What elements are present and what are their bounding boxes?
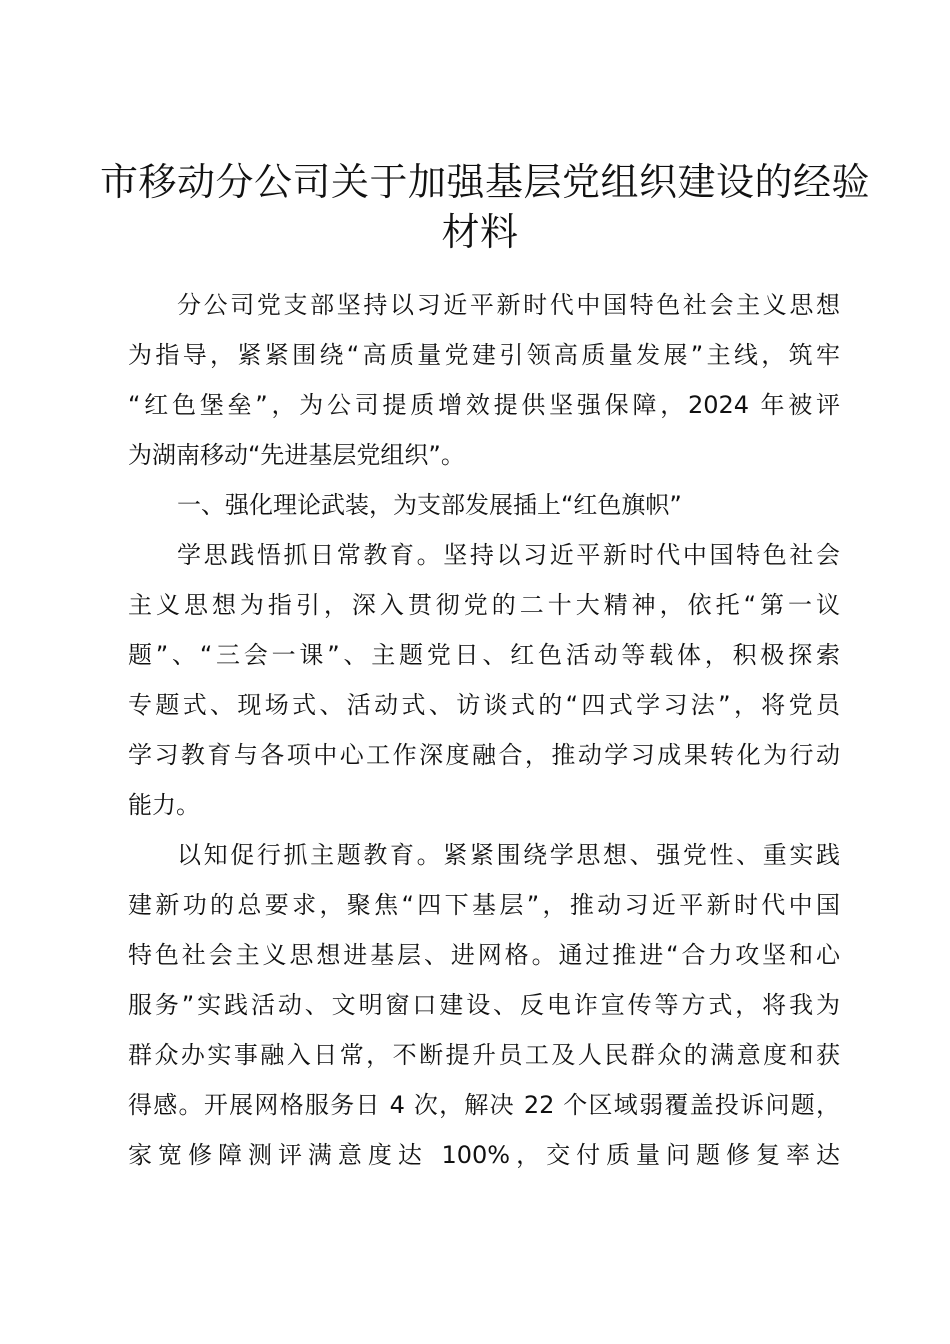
paragraph-3-line-5: 群众办实事融入日常，不断提升员工及人民群众的满意度和获 — [128, 1041, 840, 1069]
paragraph-3-line-2: 建新功的总要求，聚焦“四下基层”，推动习近平新时代中国 — [128, 891, 840, 919]
paragraph-2-line-3: 题”、“三会一课”、主题党日、红色活动等载体，积极探索 — [128, 641, 840, 669]
paragraph-2-line-5: 学习教育与各项中心工作深度融合，推动学习成果转化为行动 — [128, 741, 840, 769]
paragraph-3-line-7: 家宽修障测评满意度达 100%，交付质量问题修复率达 — [128, 1141, 840, 1169]
paragraph-1-line-1: 分公司党支部坚持以习近平新时代中国特色社会主义思想 — [177, 291, 840, 319]
paragraph-3-line-6: 得感。开展网格服务日 4 次，解决 22 个区域弱覆盖投诉问题， — [128, 1091, 840, 1119]
document-title-line-2: 材料 — [441, 210, 519, 254]
section-heading-1: 一、强化理论武装，为支部发展插上“红色旗帜” — [177, 491, 682, 519]
paragraph-2-line-2: 主义思想为指引，深入贯彻党的二十大精神，依托“第一议 — [128, 591, 840, 619]
paragraph-2-line-1: 学思践悟抓日常教育。坚持以习近平新时代中国特色社会 — [177, 541, 840, 569]
paragraph-1-line-2: 为指导，紧紧围绕“高质量党建引领高质量发展”主线，筑牢 — [128, 341, 840, 369]
paragraph-3-line-1: 以知促行抓主题教育。紧紧围绕学思想、强党性、重实践 — [177, 841, 840, 869]
paragraph-3-line-3: 特色社会主义思想进基层、进网格。通过推进“合力攻坚和心 — [128, 941, 840, 969]
paragraph-3-line-4: 服务”实践活动、文明窗口建设、反电诈宣传等方式，将我为 — [128, 991, 840, 1019]
document-title-line-1: 市移动分公司关于加强基层党组织建设的经验 — [100, 160, 871, 204]
paragraph-2-line-4: 专题式、现场式、活动式、访谈式的“四式学习法”，将党员 — [128, 691, 840, 719]
paragraph-1-line-3: “红色堡垒”，为公司提质增效提供坚强保障，2024 年被评 — [128, 391, 840, 419]
paragraph-1-line-4: 为湖南移动“先进基层党组织”。 — [128, 441, 465, 469]
paragraph-2-line-6: 能力。 — [128, 791, 200, 819]
